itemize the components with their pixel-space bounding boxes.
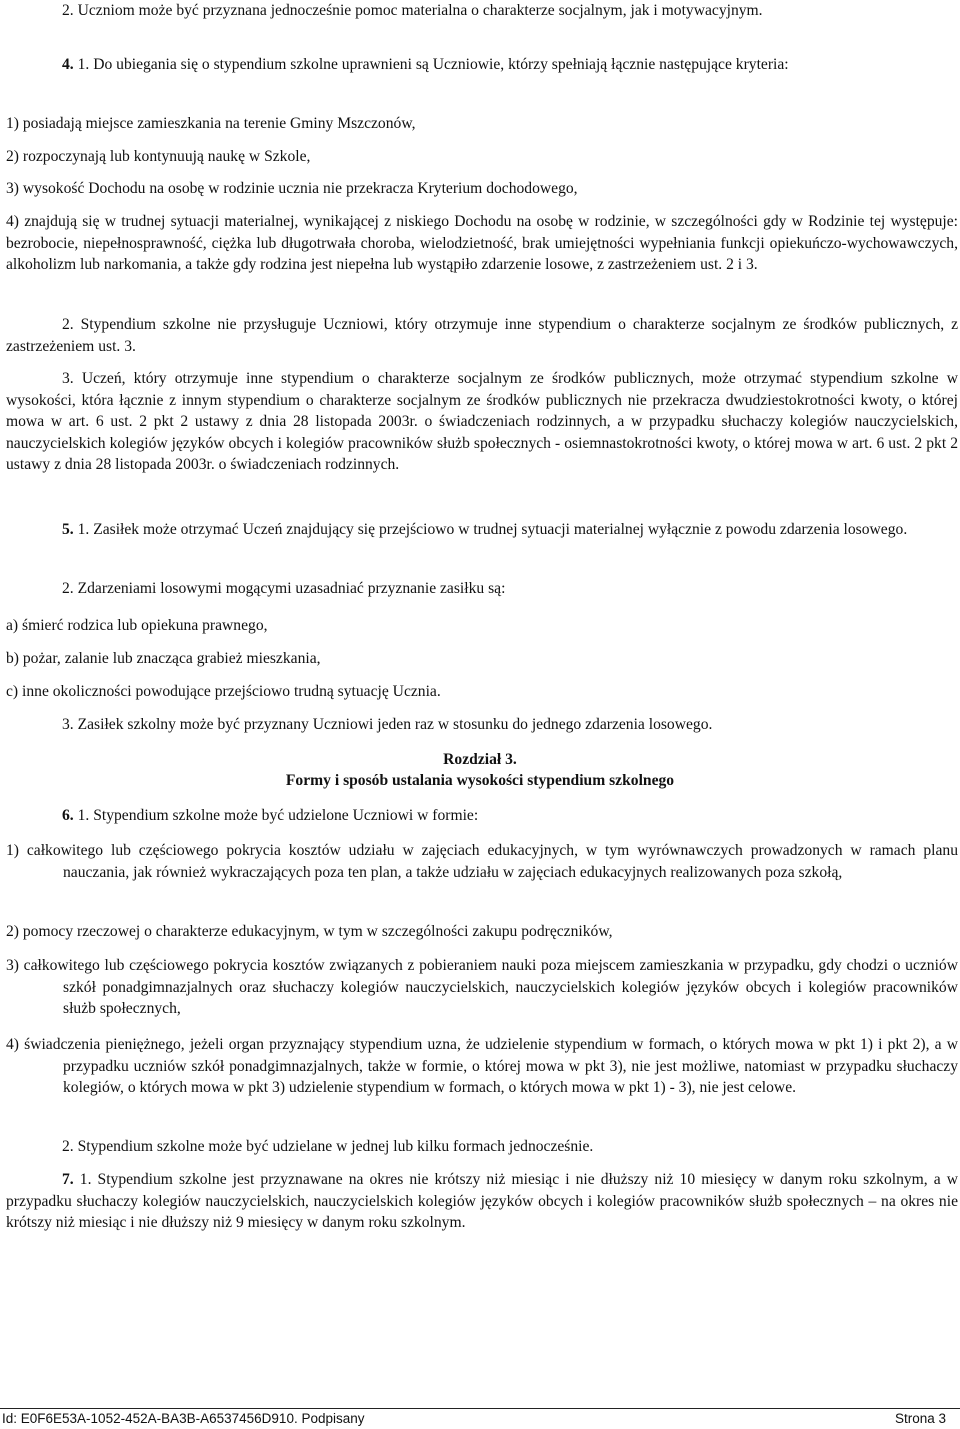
section-6-number: 6.: [62, 807, 74, 824]
section-4-number: 4.: [62, 56, 74, 73]
section-7-number: 7.: [62, 1171, 74, 1188]
page-number: Strona 3: [894, 1411, 946, 1426]
form-item: 1) całkowitego lub częściowego pokrycia kosztów udziału w zajęciach edukacyjnych, w tym wyrównawczych prowadzonych w ramach planu nauczania, jak również wykraczających poza ten plan, a także udziału w zajęciach edukacyjnych realizowanych poza szkołą,: [6, 842, 958, 881]
criterion-item: 2) rozpoczynają lub kontynuują naukę w Szkole,: [6, 148, 311, 165]
form-item: 4) świadczenia pieniężnego, jeżeli organ przyznający stypendium uzna, że udzielenie stypendium w formach, o których mowa w pkt 1) i pkt 2), a w przypadku uczniów szkół ponadgimnazjalnych, także w formie, o której mowa w pkt 3), nie jest możliwe, natomiast w przypadku słuchaczy kolegiów, o których mowa w pkt 3) udzielenie stypendium w formach, o których mowa w pkt 1) - 3), nie jest celowe.: [6, 1036, 958, 1097]
section-6-paragraph-1: [6, 805, 958, 827]
form-item: 2) pomocy rzeczowej o charakterze edukacyjnym, w tym w szczególności zakupu podręczników,: [6, 923, 613, 940]
section-5-paragraph-3: 3. Zasiłek szkolny może być przyznany Uczniowi jeden raz w stosunku do jednego zdarzenia losowego.: [62, 716, 713, 733]
paragraph-2-award: 2. Uczniom może być przyznana jednocześnie pomoc materialna o charakterze socjalnym, jak i motywacyjnym.: [62, 2, 763, 19]
section-5-paragraph-2: 2. Zdarzeniami losowymi mogącymi uzasadniać przyznanie zasiłku są:: [62, 580, 506, 597]
section-4-paragraph-1: [6, 54, 958, 76]
event-item: b) pożar, zalanie lub znacząca grabież mieszkania,: [6, 650, 321, 667]
event-item: a) śmierć rodzica lub opiekuna prawnego,: [6, 617, 268, 634]
criterion-item: 3) wysokość Dochodu na osobę w rodzinie ucznia nie przekracza Kryterium dochodowego,: [6, 180, 578, 197]
section-5-number: 5.: [62, 521, 74, 538]
chapter-label: Rozdział 3.: [443, 751, 517, 768]
section-7-text: 1. Stypendium szkolne jest przyznawane na okres nie krótszy niż miesiąc i nie dłuższy niż 10 miesięcy w danym roku szkolnym, a w przypadku słuchaczy kolegiów nauczycielskich, nauczycielskich kolegiów języków obcych i kolegiów pracowników służb społecznych – na okres nie krótszy niż miesiąc i nie dłuższy niż 9 miesięcy w danym roku szkolnym.: [6, 1171, 959, 1232]
section-4-text: 1. Do ubiegania się o stypendium szkolne uprawnieni są Uczniowie, którzy spełniają łącznie następujące kryteria:: [77, 56, 789, 73]
criterion-item: 1) posiadają miejsce zamieszkania na terenie Gminy Mszczonów,: [6, 115, 416, 132]
section-4-paragraph-3: 3. Uczeń, który otrzymuje inne stypendium o charakterze socjalnym ze środków publicznych, może otrzymać stypendium szkolne w wysokości, która łącznie z innym stypendium o charakterze socjalnym ze środków publicznych nie przekracza dwudziestokrotności kwoty, o której mowa w art. 6 ust. 2 pkt 2 ustawy z dnia 28 listopada 2003r. o świadczeniach rodzinnych, a w przypadku słuchaczy kolegiów nauczycielskich, nauczycielskich kolegiów języków obcych i kolegiów pracowników służb społecznych - osiemnastokrotności kwoty, o której mowa w art. 6 ust. 2 pkt 2 ustawy z dnia 28 listopada 2003r. o świadczeniach rodzinnych.: [6, 370, 958, 474]
section-6-text: 1. Stypendium szkolne może być udzielone Uczniowi w formie:: [77, 807, 479, 824]
form-item: 3) całkowitego lub częściowego pokrycia kosztów związanych z pobieraniem nauki poza miejscem zamieszkania w przypadku, gdy chodzi o uczniów szkół ponadgimnazjalnych oraz słuchaczy kolegiów nauczycielskich, nauczycielskich kolegiów języków obcych i kolegiów pracowników służb społecznych,: [6, 957, 958, 1018]
criterion-item: 4) znajdują się w trudnej sytuacji materialnej, wynikającej z niskiego Dochodu na osobę w rodzinie, w szczególności gdy w Rodzinie tej występuje: bezrobocie, niepełnosprawność, ciężka lub długotrwała choroba, wielodzietność, brak umiejętności wypełniania funkcji opiekuńczo-wychowawczych, alkoholizm lub narkomania, a także gdy rodzina jest niepełna lub wystąpiło zdarzenie losowe, z zastrzeżeniem ust. 2 i 3.: [6, 213, 958, 274]
page-footer: [0, 1408, 960, 1429]
section-5-text: 1. Zasiłek może otrzymać Uczeń znajdujący się przejściowo w trudnej sytuacji materialnej wyłącznie z powodu zdarzenia losowego.: [77, 521, 908, 538]
section-6-paragraph-2: 2. Stypendium szkolne może być udzielane w jednej lub kilku formach jednocześnie.: [62, 1138, 594, 1155]
section-5-paragraph-1: [6, 519, 958, 541]
document-id: Id: E0F6E53A-1052-452A-BA3B-A6537456D910. Podpisany: [2, 1411, 365, 1426]
chapter-title: Formy i sposób ustalania wysokości stypendium szkolnego: [285, 772, 675, 789]
section-4-paragraph-2: 2. Stypendium szkolne nie przysługuje Uczniowi, który otrzymuje inne stypendium o charakterze socjalnym ze środków publicznych, z zastrzeżeniem ust. 3.: [6, 316, 958, 355]
section-7-paragraph-1: [6, 1169, 958, 1234]
event-item: c) inne okoliczności powodujące przejściowo trudną sytuację Ucznia.: [6, 683, 441, 700]
